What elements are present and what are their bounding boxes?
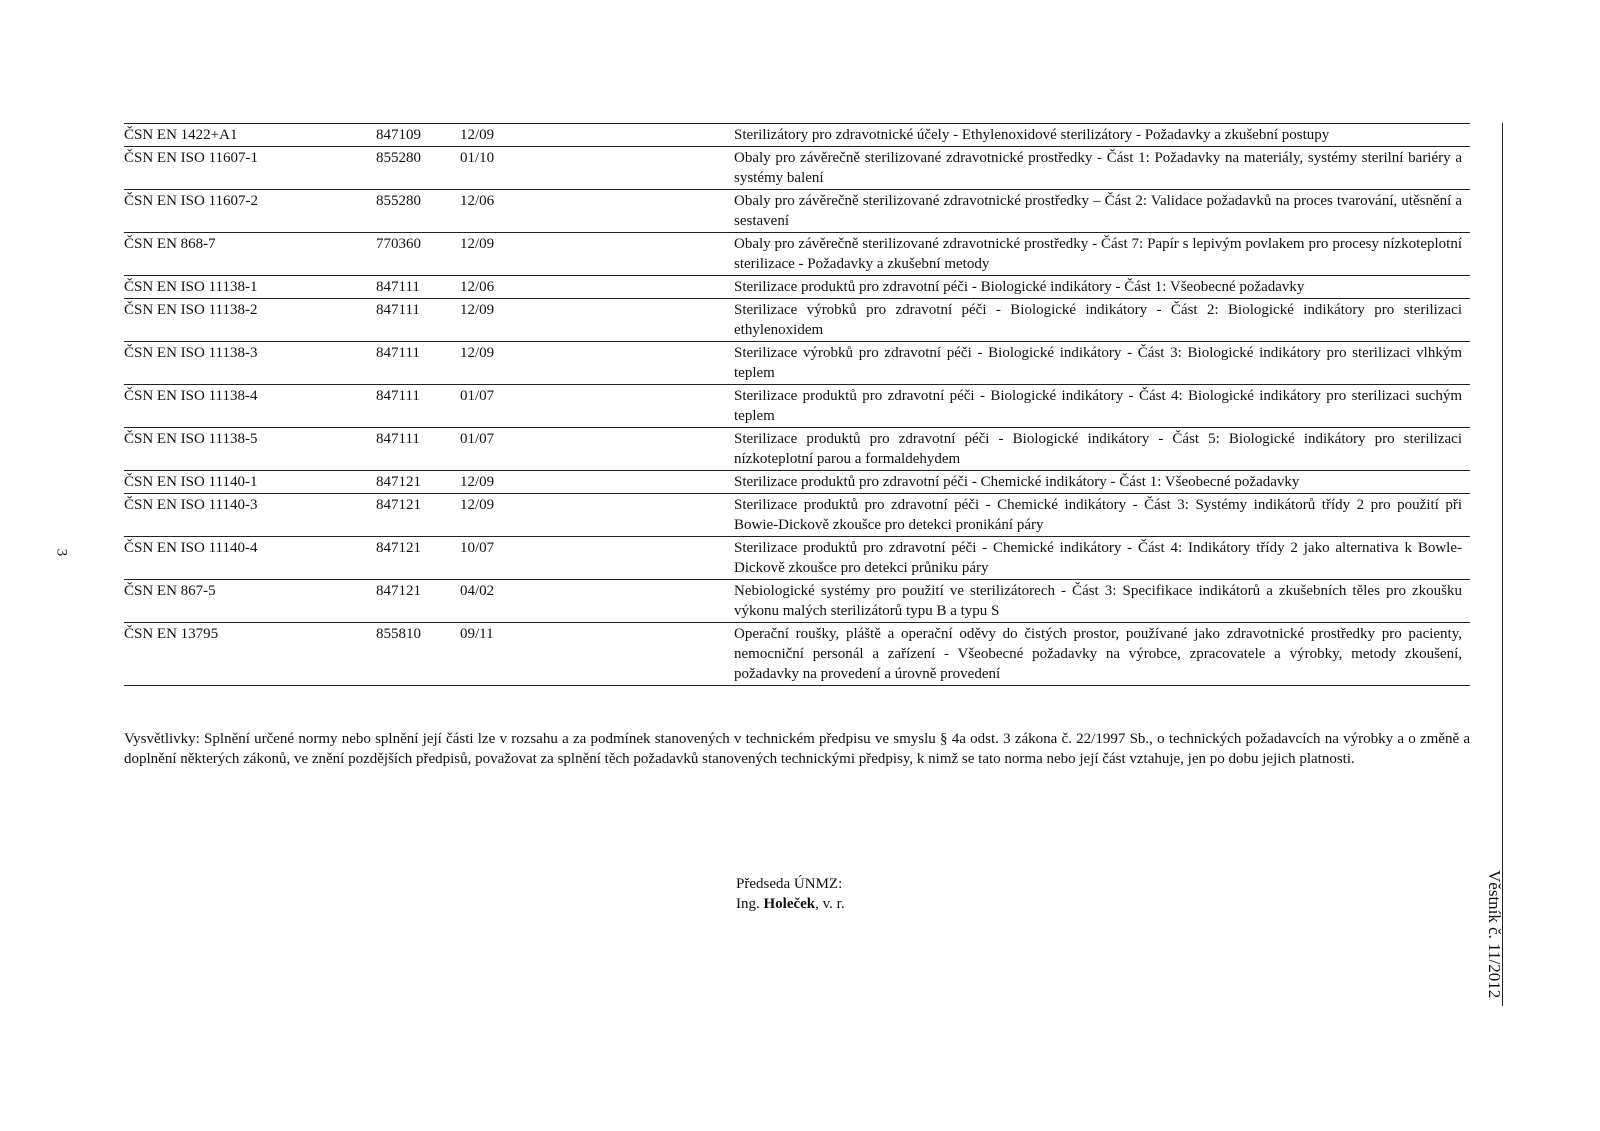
issue-date-cell: 12/09	[460, 345, 495, 361]
standard-title-cell: Sterilizace výrobků pro zdravotní péči - Biologické indikátory - Část 2: Biologické indikátory pro sterilizaci ethylenoxidem	[734, 302, 1462, 338]
standard-title-cell: Sterilizace produktů pro zdravotní péči - Chemické indikátory - Část 1: Všeobecné požadavky	[734, 474, 1300, 490]
classification-cell: 847109	[376, 127, 421, 143]
standard-code-cell: ČSN EN ISO 11140-4	[124, 540, 258, 556]
table-row	[124, 623, 1470, 686]
standard-title-cell: Sterilizace produktů pro zdravotní péči - Biologické indikátory - Část 1: Všeobecné požadavky	[734, 279, 1305, 295]
classification-cell: 847121	[376, 497, 421, 513]
table-row	[124, 233, 1470, 276]
standard-title-cell: Operační roušky, pláště a operační oděvy do čistých prostor, používané jako zdravotnické prostředky pro pacienty, nemocniční personál a zařízení - Všeobecné požadavky na výrobce, zpracovatele a výrobky, metody zkoušení, požadavky na provedení a úrovně provedení	[734, 626, 1462, 682]
standard-code-cell: ČSN EN ISO 11138-1	[124, 279, 258, 295]
standard-title-cell: Obaly pro závěrečně sterilizované zdravotnické prostředky - Část 1: Požadavky na materiály, systémy sterilní bariéry a systémy balení	[734, 150, 1462, 186]
table-row	[124, 299, 1470, 342]
issue-date-cell: 12/09	[460, 474, 495, 490]
issue-date-cell: 01/07	[460, 431, 495, 447]
table-row	[124, 537, 1470, 580]
classification-cell: 847111	[376, 388, 420, 404]
signature-role: Předseda ÚNMZ:	[736, 876, 843, 892]
table-row	[124, 124, 1470, 147]
standard-title-cell: Obaly pro závěrečně sterilizované zdravotnické prostředky – Část 2: Validace požadavků na proces tvarování, utěsnění a sestavení	[734, 193, 1462, 229]
classification-cell: 847111	[376, 302, 420, 318]
standard-code-cell: ČSN EN ISO 11138-5	[124, 431, 258, 447]
classification-cell: 770360	[376, 236, 421, 252]
standard-code-cell: ČSN EN ISO 11138-2	[124, 302, 258, 318]
standard-code-cell: ČSN EN 1422+A1	[124, 127, 238, 143]
classification-cell: 847111	[376, 431, 420, 447]
classification-cell: 847111	[376, 279, 420, 295]
standard-title-cell: Sterilizace výrobků pro zdravotní péči - Biologické indikátory - Část 3: Biologické indikátory pro sterilizaci vlhkým teplem	[734, 345, 1462, 381]
signature-suffix: , v. r.	[815, 896, 845, 912]
table-row	[124, 428, 1470, 471]
issue-date-cell: 10/07	[460, 540, 495, 556]
issue-date-cell: 12/09	[460, 497, 495, 513]
explanation-note: Vysvětlivky: Splnění určené normy nebo splnění její části lze v rozsahu a za podmínek stanovených v technickém předpisu ve smyslu § 4a odst. 3 zákona č. 22/1997 Sb., o technických požadavcích na výrobky a o změně a doplnění některých zákonů, ve znění pozdějších předpisů, považovat za splnění těch požadavků stanovených technickými předpisy, k nimž se tato norma nebo její část vztahuje, jen po dobu jejich platnosti.	[124, 731, 1470, 767]
standards-table	[124, 123, 1470, 686]
issue-date-cell: 12/06	[460, 279, 495, 295]
page-number: 3	[53, 548, 70, 557]
standard-title-cell: Sterilizace produktů pro zdravotní péči - Biologické indikátory - Část 4: Biologické indikátory pro sterilizaci suchým teplem	[734, 388, 1462, 424]
signature-name: Holeček	[763, 896, 816, 912]
standard-code-cell: ČSN EN ISO 11607-1	[124, 150, 259, 166]
issue-date-cell: 12/09	[460, 236, 495, 252]
classification-cell: 847121	[376, 540, 421, 556]
standard-code-cell: ČSN EN ISO 11607-2	[124, 193, 259, 209]
table-row	[124, 147, 1470, 190]
standard-code-cell: ČSN EN ISO 11140-3	[124, 497, 258, 513]
standard-title-cell: Sterilizace produktů pro zdravotní péči - Chemické indikátory - Část 4: Indikátory třídy 2 jako alternativa k Bowle-Dickově zkoušce pro detekci průniku páry	[734, 540, 1462, 576]
standard-code-cell: ČSN EN 867-5	[124, 583, 216, 599]
standards-table-body	[124, 124, 1470, 686]
standard-code-cell: ČSN EN 13795	[124, 626, 219, 642]
classification-cell: 855280	[376, 193, 421, 209]
standard-code-cell: ČSN EN ISO 11138-3	[124, 345, 258, 361]
standard-title-cell: Nebiologické systémy pro použití ve sterilizátorech - Část 3: Specifikace indikátorů a zkušebních těles pro zkoušku výkonu malých sterilizátorů typu B a typu S	[734, 583, 1462, 619]
classification-cell: 855280	[376, 150, 421, 166]
classification-cell: 847121	[376, 474, 421, 490]
journal-title: Věstník č. 11/2012	[1485, 870, 1504, 999]
issue-date-cell: 01/07	[460, 388, 495, 404]
table-row	[124, 190, 1470, 233]
table-row	[124, 471, 1470, 494]
issue-date-cell: 12/09	[460, 302, 495, 318]
standard-title-cell: Sterilizátory pro zdravotnické účely - Ethylenoxidové sterilizátory - Požadavky a zkušební postupy	[734, 127, 1330, 143]
issue-date-cell: 01/10	[460, 150, 495, 166]
issue-date-cell: 09/11	[460, 626, 494, 642]
signature-prefix: Ing.	[736, 896, 764, 912]
standard-title-cell: Sterilizace produktů pro zdravotní péči - Biologické indikátory - Část 5: Biologické indikátory pro sterilizaci nízkoteplotní parou a formaldehydem	[734, 431, 1462, 467]
standard-title-cell: Sterilizace produktů pro zdravotní péči - Chemické indikátory - Část 3: Systémy indikátorů třídy 2 pro použití při Bowie-Dickově zkoušce pro detekci pronikání páry	[734, 497, 1462, 533]
table-row	[124, 276, 1470, 299]
classification-cell: 847111	[376, 345, 420, 361]
standard-code-cell: ČSN EN ISO 11140-1	[124, 474, 258, 490]
issue-date-cell: 12/06	[460, 193, 495, 209]
signature-line	[736, 894, 845, 914]
table-row	[124, 385, 1470, 428]
table-row	[124, 342, 1470, 385]
classification-cell: 847121	[376, 583, 421, 599]
table-row	[124, 494, 1470, 537]
issue-date-cell: 12/09	[460, 127, 495, 143]
table-row	[124, 580, 1470, 623]
classification-cell: 855810	[376, 626, 421, 642]
standard-code-cell: ČSN EN 868-7	[124, 236, 216, 252]
standard-title-cell: Obaly pro závěrečně sterilizované zdravotnické prostředky - Část 7: Papír s lepivým povlakem pro procesy nízkoteplotní sterilizace - Požadavky a zkušební metody	[734, 236, 1462, 272]
issue-date-cell: 04/02	[460, 583, 495, 599]
signature-block	[736, 874, 845, 914]
standard-code-cell: ČSN EN ISO 11138-4	[124, 388, 258, 404]
